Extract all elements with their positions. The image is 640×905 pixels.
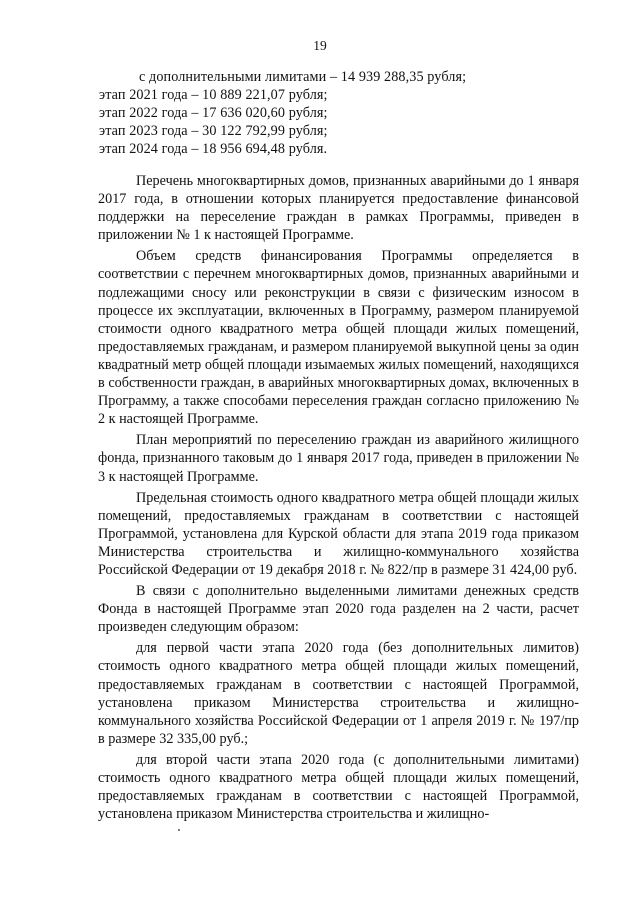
paragraph-houses-list: Перечень многоквартирных домов, признанных аварийными до 1 января 2017 года, в отношении которых планируется предоставление финансовой поддержки на переселение граждан в рамках Программы, приведен в приложении № 1 к настоящей Программе. xyxy=(98,173,579,244)
stage-line-2024: этап 2024 года – 18 956 694,48 рубля. xyxy=(99,141,328,157)
paragraph-stage-2020-part-two: для второй части этапа 2020 года (с дополнительными лимитами) стоимость одного квадратного метра общей площади жилых помещений, предоставляемых гражданам в соответствии с настоящей Программой, установлена приказом Министерства строительства и жилищно- xyxy=(98,751,579,823)
stage-line-2023: этап 2023 года – 30 122 792,99 рубля; xyxy=(99,123,328,139)
stage-line-2022: этап 2022 года – 17 636 020,60 рубля; xyxy=(99,105,328,121)
stage-line-additional-limits: с дополнительными лимитами – 14 939 288,35 рубля; xyxy=(139,69,467,85)
document-body xyxy=(98,172,579,823)
paragraph-stage-2020-part-one: для первой части этапа 2020 года (без дополнительных лимитов) стоимость одного квадратного метра общей площади жилых помещений, предоставляемых гражданам в соответствии с настоящей Программой, установлена приказом Министерства строительства и жилищно-коммунального хозяйства Российской Федерации от 1 апреля 2019 г. № 197/пр в размере 32 335,00 руб.; xyxy=(98,640,579,747)
paragraph-stage-2020-split: В связи с дополнительно выделенными лимитами денежных средств Фонда в настоящей Программе этап 2020 года разделен на 2 части, расчет произведен следующим образом: xyxy=(98,583,579,636)
stage-amounts-list xyxy=(99,68,579,158)
paragraph-max-cost-2019: Предельная стоимость одного квадратного метра общей площади жилых помещений, предоставляемых гражданам в соответствии с настоящей Программой, установлена для Курской области для этапа 2019 года приказом Министерства строительства и жилищно-коммунального хозяйства Российской Федерации от 19 декабря 2018 г. № 822/пр в размере 31 424,00 руб. xyxy=(98,489,579,578)
paragraph-resettlement-plan: План мероприятий по переселению граждан из аварийного жилищного фонда, признанного таковым до 1 января 2017 года, приведен в приложении № 3 к настоящей Программе. xyxy=(98,432,579,485)
scan-artifact-dot xyxy=(178,829,180,831)
paragraph-funding-volume: Объем средств финансирования Программы определяется в соответствии с перечнем многоквартирных домов, признанных аварийными и подлежащими сносу или реконструкции в связи с физическим износом в процессе их эксплуатации, включенных в Программу, размером планируемой стоимости одного квадратного метра общей площади жилых помещений, предоставляемых гражданам, и размером планируемой выкупной цены за один квадратный метр общей площади изымаемых жилых помещений, находящихся в собственности граждан, в аварийных многоквартирных домах, включенных в Программу, а также способами переселения граждан согласно приложению № 2 к настоящей Программе. xyxy=(98,248,579,428)
page-number: 19 xyxy=(313,38,327,53)
stage-line-2021: этап 2021 года – 10 889 221,07 рубля; xyxy=(99,87,328,103)
